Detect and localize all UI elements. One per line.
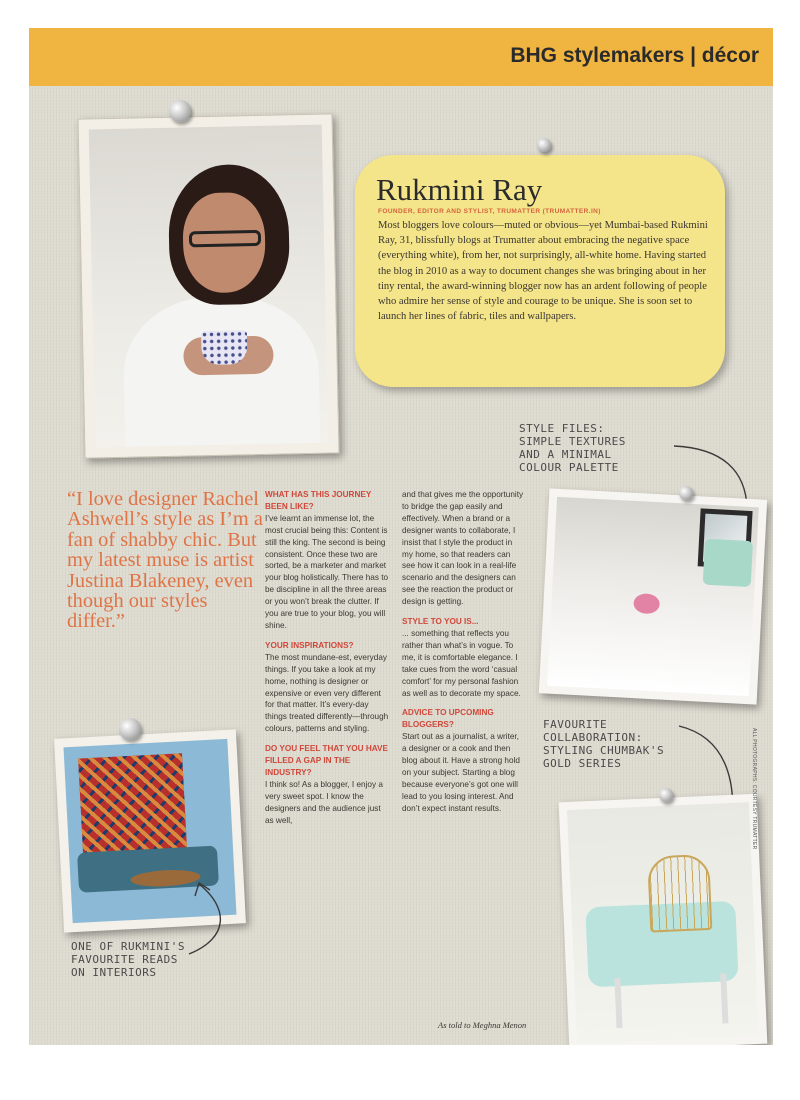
bedroom-photo <box>547 497 759 696</box>
question-heading: WHAT HAS THIS JOURNEY BEEN LIKE? <box>265 490 372 511</box>
note-style-files: STYLE FILES: SIMPLE TEXTURES AND A MINIMAL COLOUR PALETTE <box>519 422 626 474</box>
question-heading: ADVICE TO UPCOMING BLOGGERS? <box>402 708 494 730</box>
answer-text: Start out as a journalist, a writer, a designer or a cook and then blog about it. Have a strong hold on your subject. Starting a blog because everyone’s got one will lead to you losing interest. And don’t expect instant results. <box>402 732 520 813</box>
bio-text: Most bloggers love colours—muted or obvious—yet Mumbai-based Rukmini Ray, 31, blissfully blogs at Trumatter about embracing the negative space (everything white), from her, not surprisingly, all-white home. Having started the blog in 2010 as a way to document changes she was bringing about in her tiny rental, the award-winning blogger now has an ardent following of people who admire her sense of style and courage to be unique. She is soon set to launch her lines of fabric, tiles and wallpapers. <box>378 220 708 323</box>
pushpin-icon <box>169 100 191 122</box>
chair-photo-frame <box>559 794 768 1045</box>
answer-text: I’ve learnt an immense lot, the most crucial being this: Content is still the king. The second is being consistent. Once these two are sorted, be a marketer and market your blog holistically. There has to be discipline in all the three areas or you won’t break the clutter. If you are true to your blog, you will shine. <box>265 513 389 630</box>
pushpin-icon <box>537 138 551 152</box>
answer-text: ... something that reflects you rather than what’s in vogue. To me, it is comfortable elegance. I take cues from the word ‘casual comfort’ for my personal fashion as well as to decorate my space. <box>402 628 521 698</box>
photo-credit: ALL PHOTOGRAPHS: COURTESY TRUMATTER <box>751 728 757 850</box>
pull-quote: “I love designer Rachel Ashwell’s style as I’m a fan of shabby chic. But my latest muse is artist Justina Blakeney, even though our styles differ.” <box>67 488 263 633</box>
note-favourite-collaboration: FAVOURITE COLLABORATION: STYLING CHUMBAK'S GOLD SERIES <box>543 718 665 770</box>
answer-text: I think so! As a blogger, I enjoy a very sweet spot. I know the designers and the audience just as well, <box>265 779 383 825</box>
note-favourite-reads: ONE OF RUKMINI'S FAVOURITE READS ON INTERIORS <box>71 940 185 979</box>
section-title: BHG stylemakers | décor <box>510 44 759 67</box>
bio-role: FOUNDER, EDITOR AND STYLIST, TRUMATTER (TRUMATTER.IN) <box>378 208 601 215</box>
interview-column-2 <box>402 489 524 823</box>
pushpin-icon <box>679 486 693 500</box>
bedroom-photo-frame <box>539 488 767 704</box>
interview-column-1 <box>265 489 391 834</box>
question-heading: STYLE TO YOU IS... <box>402 617 479 627</box>
profile-photo-frame <box>77 113 339 458</box>
question-heading: DO YOU FEEL THAT YOU HAVE FILLED A GAP IN THE INDUSTRY? <box>265 744 388 777</box>
pushpin-icon <box>659 788 673 802</box>
answer-text: The most mundane-est, everyday things. If you take a look at my home, nothing is designer or expensive or even very different for that matter. It’s every-day things treated differently—through colours, patterns and styling. <box>265 652 389 734</box>
magazine-page <box>29 28 773 1045</box>
chair-photo <box>567 802 759 1044</box>
header-bar <box>29 28 773 86</box>
pushpin-icon <box>119 718 141 740</box>
profile-photo <box>89 125 329 448</box>
curved-arrow-icon <box>179 878 239 958</box>
question-heading: YOUR INSPIRATIONS? <box>265 640 354 650</box>
answer-text: and that gives me the opportunity to bridge the gap easily and effectively. When a brand or a designer wants to collaborate, I insist that I style the product in my home, so that readers can see how it can look in a real-life scenario and the designers can see the reaction the product or design is getting. <box>402 490 524 607</box>
bio-name: Rukmini Ray <box>376 172 543 207</box>
byline: As told to Meghna Menon <box>438 1020 527 1030</box>
